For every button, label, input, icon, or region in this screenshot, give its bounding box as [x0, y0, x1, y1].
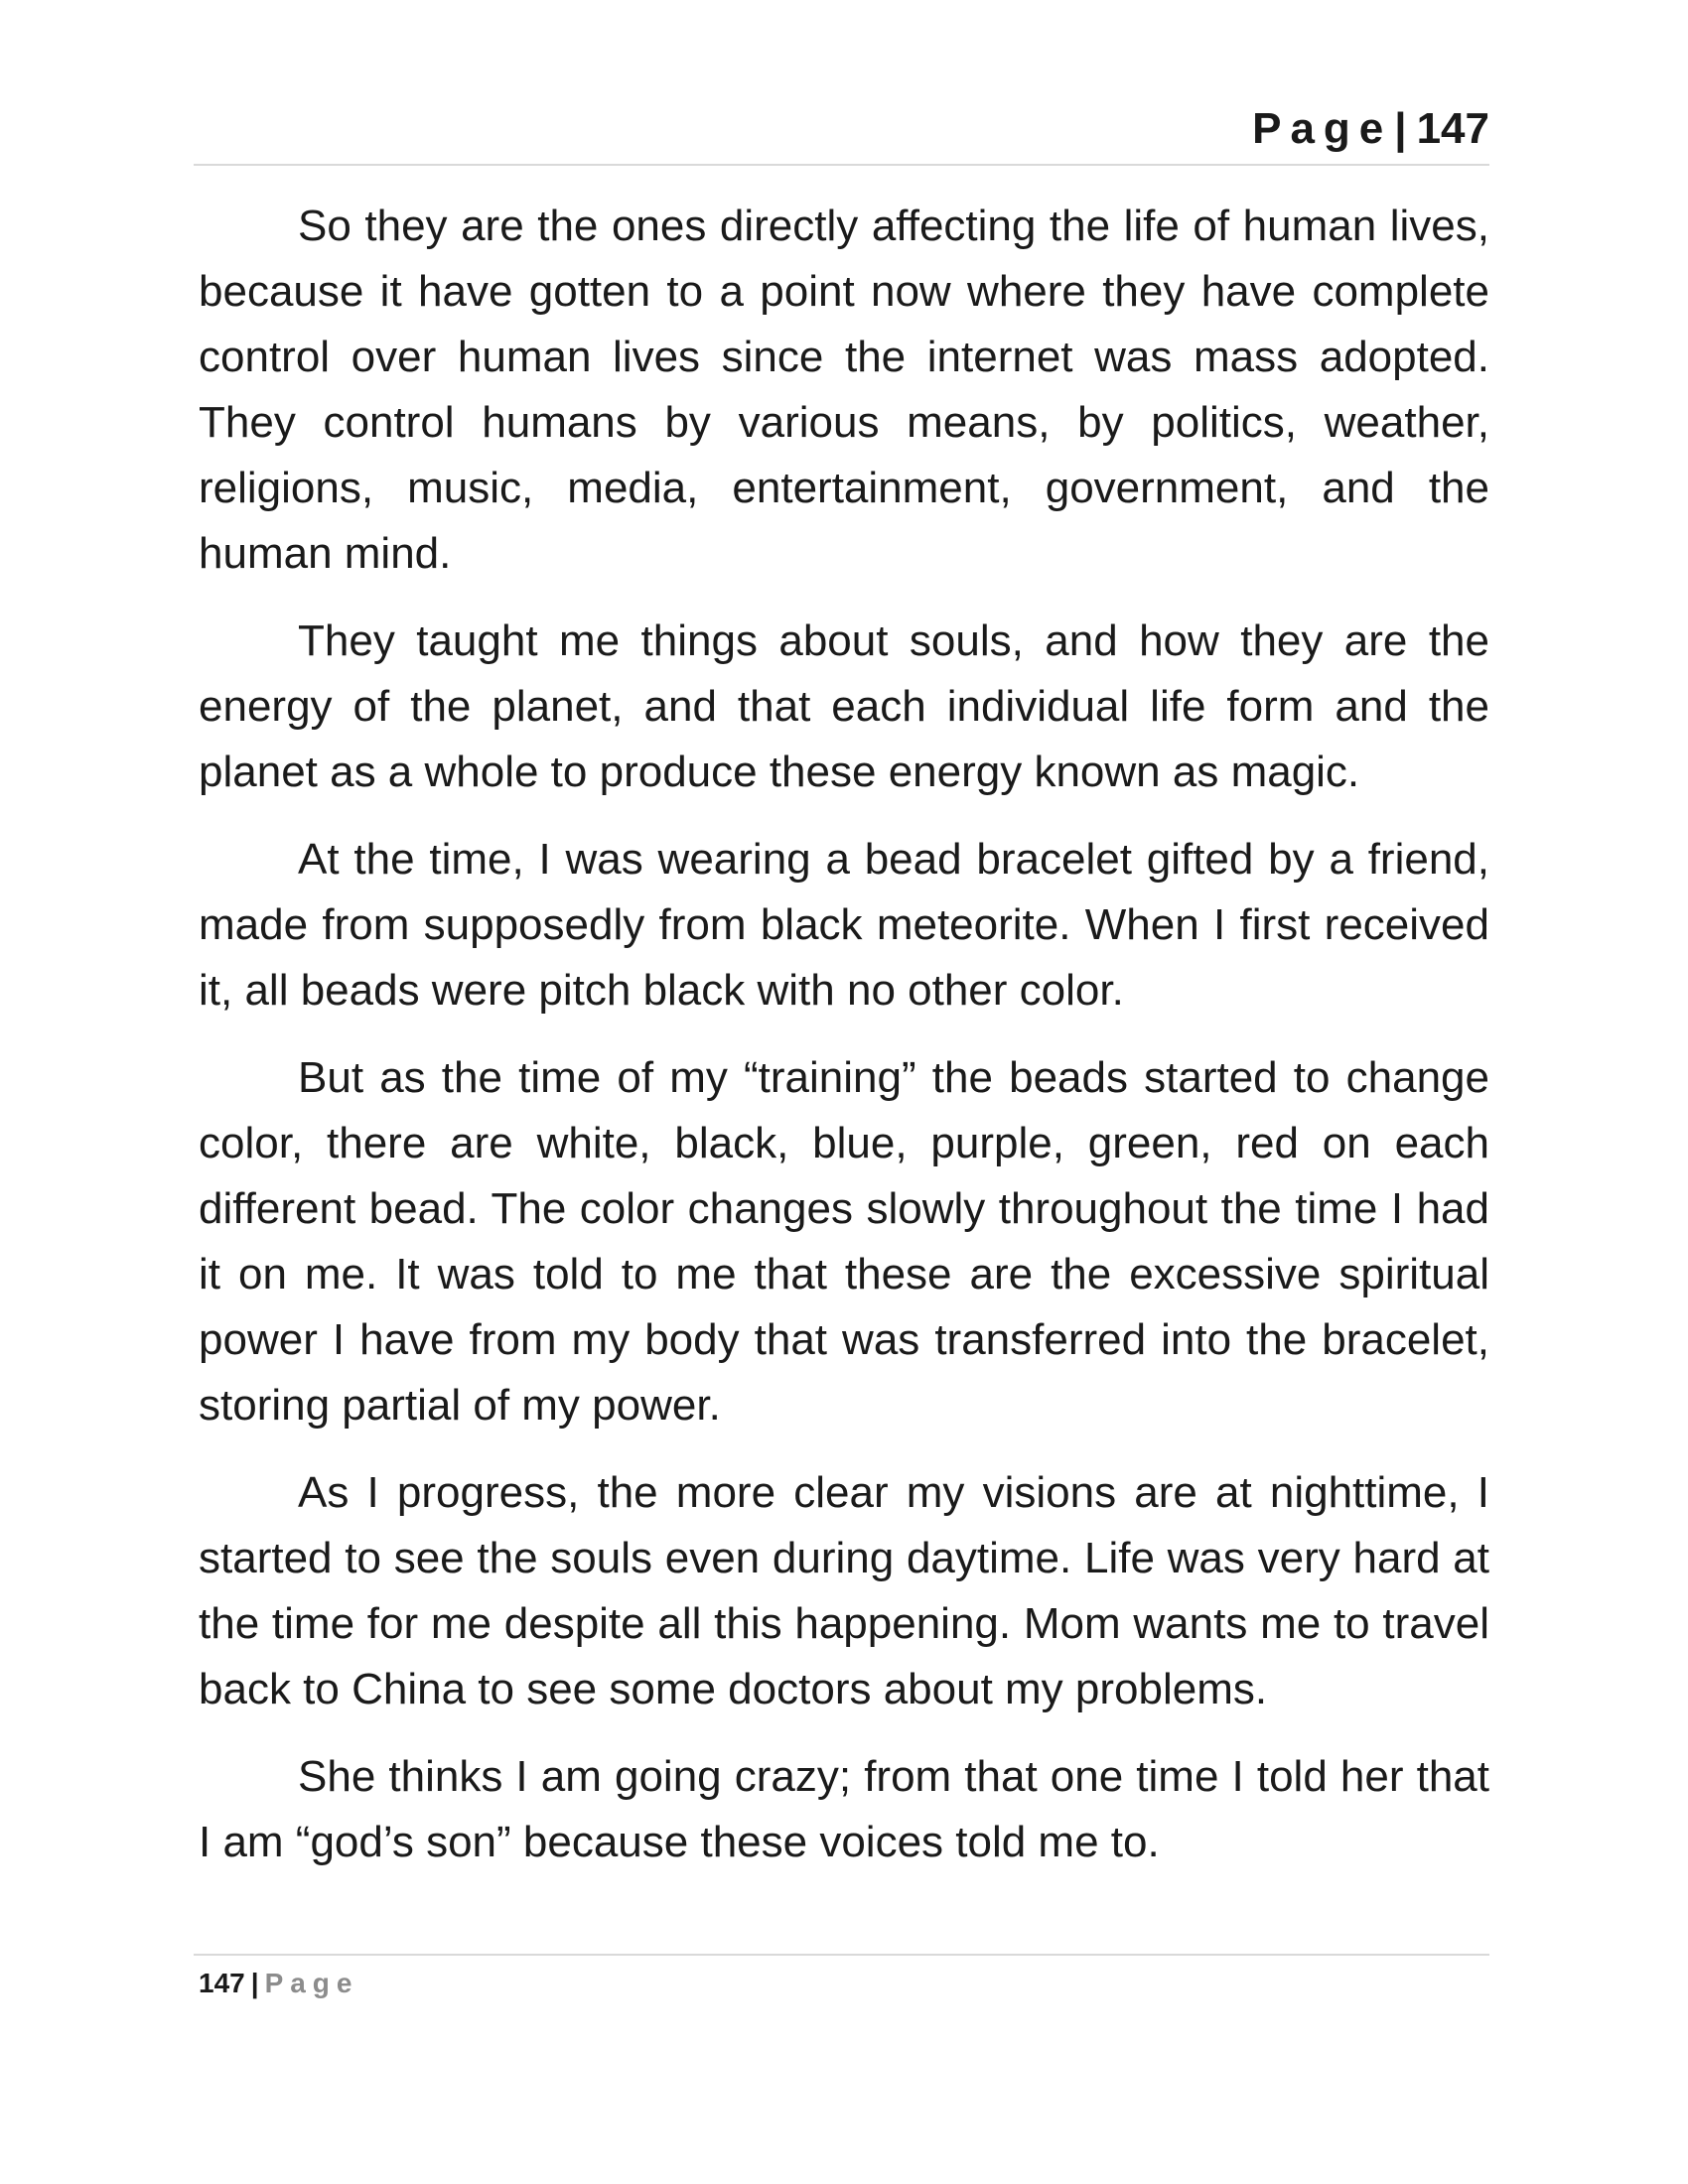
- header-separator: |: [1394, 104, 1407, 153]
- page-footer: [194, 1954, 1489, 2003]
- footer-page-word: Page: [264, 1968, 359, 1998]
- header-page-word: Page: [1252, 104, 1393, 153]
- paragraph-4: But as the time of my “training” the beads started to change color, there are white, black, blue, purple, green, red on each different bead. The color changes slowly throughout the time I had it on me. It was told to me that these are the excessive spiritual power I have from my body that was transferred into the bracelet, storing partial of my power.: [199, 1053, 1489, 1430]
- page-header: [194, 99, 1489, 166]
- footer-page-label: [194, 1968, 359, 1998]
- paragraph-2: They taught me things about souls, and how they are the energy of the planet, and that each individual life form and the planet as a whole to produce these energy known as magic.: [199, 616, 1489, 796]
- paragraph-6: She thinks I am going crazy; from that one time I told her that I am “god’s son” because these voices told me to.: [199, 1752, 1489, 1866]
- paragraph-1: So they are the ones directly affecting the life of human lives, because it have gotten to a point now where they have complete control over human lives since the internet was mass adopted. They control humans by various means, by politics, weather, religions, music, media, entertainment, government, and the human mind.: [199, 202, 1489, 578]
- footer-separator: |: [250, 1968, 259, 1998]
- page-body: [199, 194, 1489, 1897]
- header-page-number: 147: [1416, 104, 1489, 153]
- footer-page-number: 147: [199, 1968, 245, 1998]
- paragraph-3: At the time, I was wearing a bead bracelet gifted by a friend, made from supposedly from black meteorite. When I first received it, all beads were pitch black with no other color.: [199, 835, 1489, 1015]
- paragraph-5: As I progress, the more clear my visions are at nighttime, I started to see the souls even during daytime. Life was very hard at the time for me despite all this happening. Mom wants me to travel back to China to see some doctors about my problems.: [199, 1468, 1489, 1713]
- header-page-label: [1252, 104, 1489, 153]
